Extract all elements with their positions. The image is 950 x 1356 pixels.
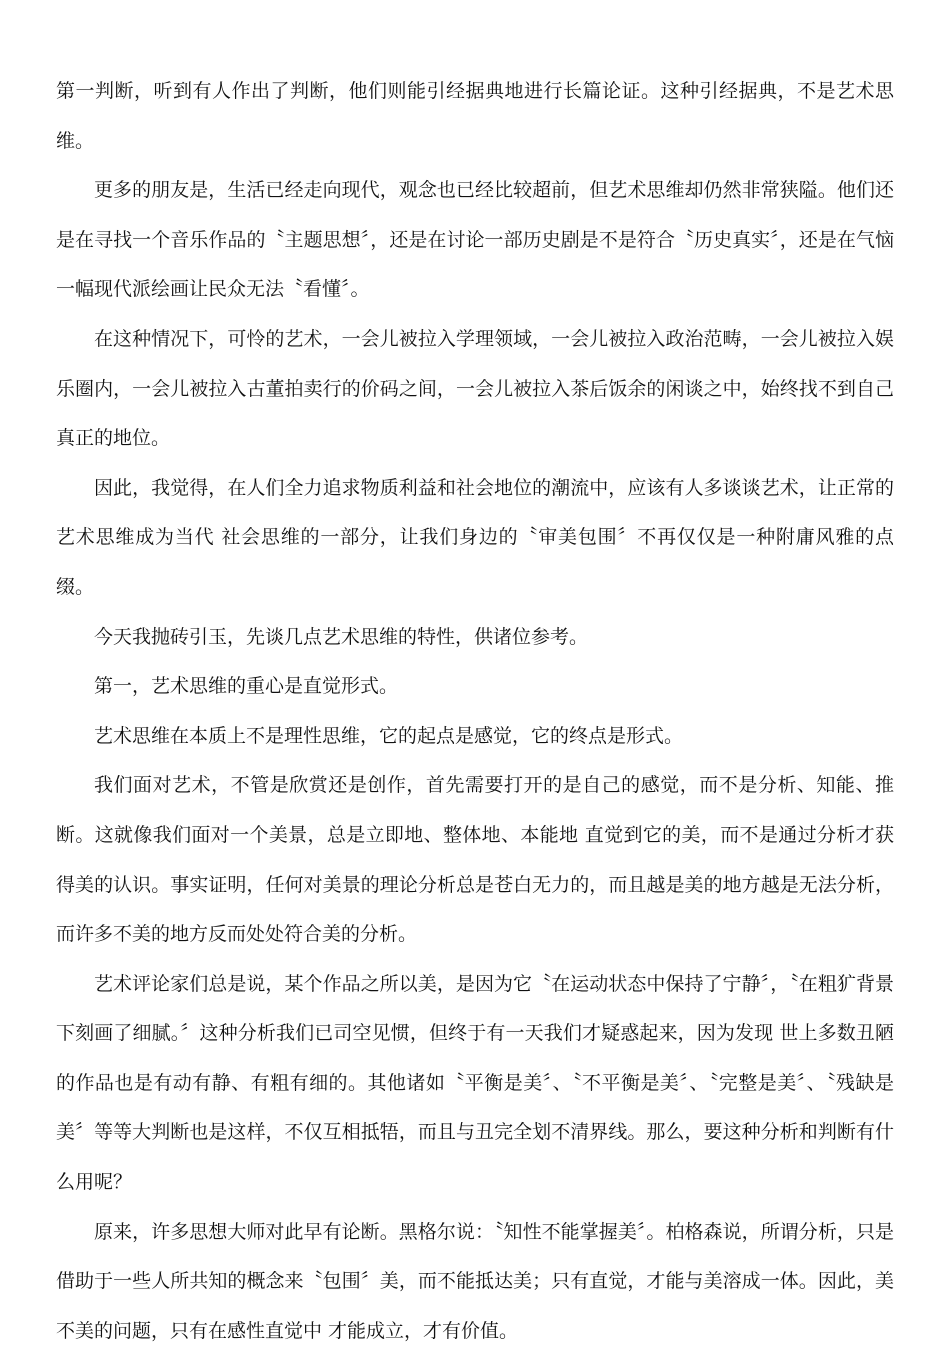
paragraph-10: 原来，许多思想大师对此早有论断。黑格尔说：〝知性不能掌握美〞。柏格森说，所谓分析，只是借助于一些人所共知的概念来〝包围〞美，而不能抵达美；只有直觉，才能与美溶成一体。因此，美不美的问题，只有在感性直觉中 才能成立，才有价值。: [56, 1220, 894, 1342]
document-page: [56, 67, 894, 1356]
paragraph-5: 今天我抛砖引玉，先谈几点艺术思维的特性，供诸位参考。: [94, 625, 589, 648]
paragraph-7: 艺术思维在本质上不是理性思维，它的起点是感觉，它的终点是形式。: [94, 724, 684, 747]
paragraph-8: 我们面对艺术，不管是欣赏还是创作，首先需要打开的是自己的感觉，而不是分析、知能、推断。这就像我们面对一个美景，总是立即地、整体地、本能地 直觉到它的美，而不是通过分析才获得美的认识。事实证明，任何对美景的理论分析总是苍白无力的，而且越是美的地方越是无法分析，而许多不美的地方反而处处符合美的分析。: [56, 774, 894, 946]
paragraph-2: 更多的朋友是，生活已经走向现代，观念也已经比较超前，但艺术思维却仍然非常狭隘。他们还是在寻找一个音乐作品的〝主题思想〞，还是在讨论一部历史剧是不是符合〝历史真实〞，还是在气恼一幅现代派绘画让民众无法〝看懂〞。: [56, 179, 894, 301]
paragraph-9: 艺术评论家们总是说，某个作品之所以美，是因为它〝在运动状态中保持了宁静〞，〝在粗犷背景下刻画了细腻。〞这种分析我们已司空见惯，但终于有一天我们才疑惑起来，因为发现 世上多数丑陋的作品也是有动有静、有粗有细的。其他诸如〝平衡是美〞、〝不平衡是美〞、〝完整是美〞、〝残缺是美〞等等大判断也是这样，不仅互相抵牾，而且与丑完全划不清界线。那么，要这种分析和判断有什么用呢？: [56, 972, 894, 1194]
paragraph-6-section-heading: 第一，艺术思维的重心是直觉形式。: [94, 675, 399, 698]
paragraph-4: 因此，我觉得，在人们全力追求物质利益和社会地位的潮流中，应该有人多谈谈艺术，让正常的艺术思维成为当代 社会思维的一部分，让我们身边的〝审美包围〞不再仅仅是一种附庸风雅的点缀。: [56, 476, 894, 598]
paragraph-1: 第一判断，听到有人作出了判断，他们则能引经据典地进行长篇论证。这种引经据典，不是艺术思维。: [56, 80, 894, 152]
paragraph-3: 在这种情况下，可怜的艺术，一会儿被拉入学理领域，一会儿被拉入政治范畴，一会儿被拉入娱乐圈内，一会儿被拉入古董拍卖行的价码之间，一会儿被拉入茶后饭余的闲谈之中，始终找不到自己真正的地位。: [56, 327, 894, 450]
